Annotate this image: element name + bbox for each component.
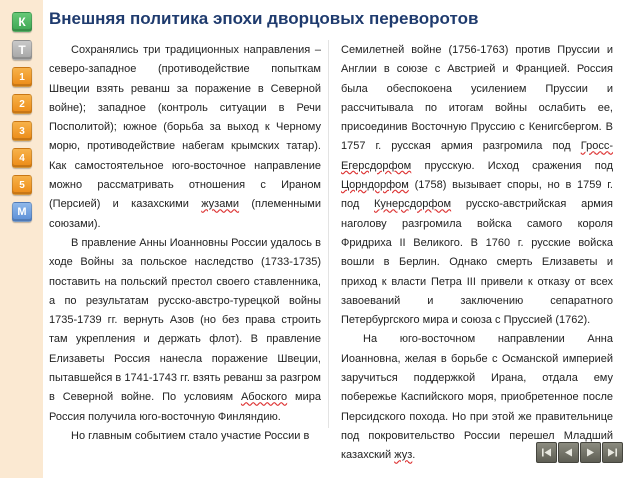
term-gross-egersdorf: Гросс-Егерсдорфом [341, 140, 613, 172]
sidebar-button-5[interactable]: 5 [12, 175, 32, 195]
sidebar-button-4[interactable]: 4 [12, 148, 32, 168]
prev-page-button[interactable] [558, 442, 579, 463]
term-zorndorf: Цорндорфом [341, 179, 409, 192]
term-aboskogo: Абоского [240, 391, 288, 404]
left-column [49, 41, 321, 446]
paragraph: На юго-восточном направлении Анна Иоанновна, желая в борьбе с Османской империей заручиться поддержкой Ирана, отдала ему побережье Каспийского моря, приобретенное после Персидского похода. Но при этой же правительнице под покровительство России перешел Младший казахский жуз. [341, 333, 613, 462]
paragraph: Семилетней войне (1756-1763) против Пруссии и Англии в союзе с Австрией и Францией. Россия была обеспокоена усилением Пруссии и рассчитывала по итогам войны ослабить ее, присоединив Восточную Пруссию с Кенигсбергом. В 1757 г. русская армия разгромила под Гросс-Егерсдорфом прусскую. Исход сражения под Цорндорфом (1758) вызывает споры, но в 1759 г. под Кунерсдорфом русско-австрийская армия наголову разгромила войска самого короля Фридриха II Великого. В 1760 г. русские войска вошли в Берлин. Однако смерть Елизаветы и приход к власти Петра III привели к отказу от всех завоеваний и заключению сепаратного Петербургского мира и союза с Пруссией (1762). [341, 44, 613, 327]
term-kunersdorf: Кунерсдорфом [374, 198, 452, 211]
paragraph: Сохранялись три традиционных направления – северо-западное (противодействие попыткам Швеции взять реванш за поражение в Северной войне); западное (контроль ситуации в Речи Посполитой); южное (борьба за выход к Черному морю, противодействие набегам крымских татар). Как самостоятельное юго-восточное направление можно рассматривать отношения с Ираном (Персией) и казахскими жузами (племенными союзами). [49, 44, 321, 230]
first-page-button[interactable] [536, 442, 557, 463]
sidebar-button-t[interactable]: Т [12, 40, 32, 60]
term-zhuzami: жузами [201, 198, 240, 211]
sidebar-button-2[interactable]: 2 [12, 94, 32, 114]
sidebar-button-1[interactable]: 1 [12, 67, 32, 87]
paragraph: В правление Анны Иоанновны России удалось в ходе Войны за польское наследство (1733-1735) поставить на польский престол своего ставленника, а по результатам русско-австро-турецкой войны 1735-1739 гг. вернуть Азов (но без права строить там укрепления и держать флот). В правление Елизаветы Россия нанесла поражение Швеции, пытавшейся в 1741-1743 гг. взять реванш за разгром в Северной войне. По условиям Абоского мира Россия получила юго-восточную Финляндию. [49, 236, 321, 423]
sidebar [0, 0, 43, 478]
page-title: Внешняя политика эпохи дворцовых переворотов [49, 9, 479, 28]
last-page-button[interactable] [602, 442, 623, 463]
sidebar-button-k[interactable]: К [12, 12, 32, 32]
prev-icon [563, 447, 574, 458]
next-icon [585, 447, 596, 458]
skip-last-icon [607, 447, 618, 458]
paragraph: Но главным событием стало участие России в [71, 429, 310, 442]
term-zhuz: жуз [394, 449, 413, 462]
sidebar-button-m[interactable]: М [12, 202, 32, 222]
skip-first-icon [541, 447, 552, 458]
next-page-button[interactable] [580, 442, 601, 463]
sidebar-button-3[interactable]: 3 [12, 121, 32, 141]
column-divider [328, 40, 329, 428]
right-column [341, 41, 613, 466]
